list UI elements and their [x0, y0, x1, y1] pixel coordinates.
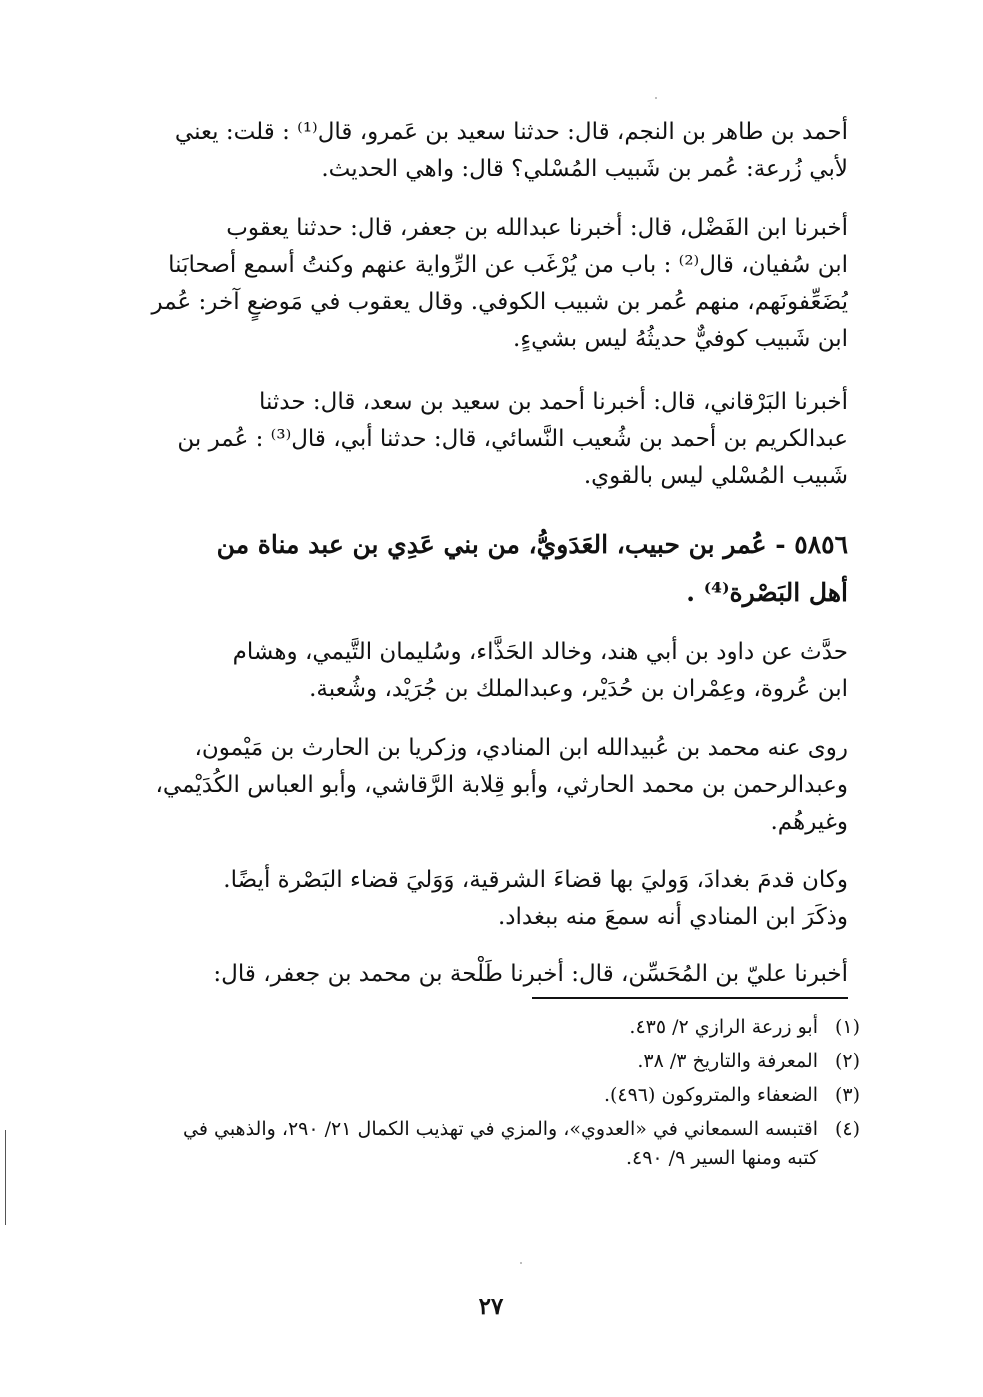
paragraph-4 [138, 634, 848, 708]
text-line: حدَّث عن داود بن أبي هند، وخالد الحَذَّاء، وسُليمان التَّيمي، وهشام [232, 639, 848, 665]
text-line: أحمد بن طاهر بن النجم، قال: حدثنا سعيد بن عَمرو، قال⁽¹⁾ : قلت: يعني [174, 119, 848, 145]
paragraph-2 [138, 210, 848, 358]
footnote-number: (٤) [834, 1118, 860, 1140]
footnote-line: أبو زرعة الرازي ٢/ ٤٣٥. [629, 1016, 818, 1038]
scan-speck [655, 97, 657, 99]
footnote-line: المعرفة والتاريخ ٣/ ٣٨. [637, 1050, 818, 1072]
footnote-text [138, 1013, 818, 1042]
footnote-text [138, 1081, 818, 1110]
footnote-item [138, 1081, 860, 1110]
text-line: أخبرنا ابن الفَضْل، قال: أخبرنا عبدالله بن جعفر، قال: حدثنا يعقوب [226, 215, 848, 241]
footnote-separator [532, 997, 848, 999]
footnote-text [138, 1047, 818, 1076]
entry-heading [138, 521, 848, 617]
footnote-item [138, 1115, 860, 1173]
text-line: شَبيب المُسْلي ليس بالقوي. [583, 463, 848, 489]
footnote-number: (١) [834, 1016, 860, 1038]
text-line: أخبرنا البَرْقاني، قال: أخبرنا أحمد بن سعيد بن سعد، قال: حدثنا [258, 389, 848, 415]
scan-margin-line [5, 1130, 6, 1225]
text-line: وذكَرَ ابن المنادي أنه سمعَ منه ببغداد. [497, 904, 848, 930]
footnotes [138, 1013, 860, 1178]
text-line: عبدالكريم بن أحمد بن شُعيب النَّسائي، قال: حدثنا أبي، قال⁽³⁾ : عُمر بن [177, 426, 848, 452]
text-line: ابن سُفيان، قال⁽²⁾ : باب من يُرْغَب عن الرِّواية عنهم وكنتُ أسمع أصحابَنا [168, 252, 848, 278]
text-line: روى عنه محمد بن عُبيدالله ابن المنادي، وزكريا بن الحارث بن مَيْمون، [194, 735, 848, 761]
text-line: وغيرهُم. [770, 809, 848, 835]
footnote-text [138, 1115, 818, 1173]
footnote-line: الضعفاء والمتروكون (٤٩٦). [603, 1084, 818, 1106]
text-line: وكان قدمَ بغدادَ، وَوليَ بها قضاءَ الشرقية، وَوَليَ قضاء البَصْرة أيضًا. [223, 867, 848, 893]
text-line: ابن شَبيب كوفيٌّ حديثُهُ ليس بشيءٍ. [512, 326, 848, 352]
text-line: ابن عُروة، وعِمْران بن حُدَيْر، وعبدالملك بن جُرَيْد، وشُعبة. [309, 676, 848, 702]
footnote-number: (٢) [834, 1050, 860, 1072]
footnote-line: كتبه ومنها السير ٩/ ٤٩٠. [625, 1147, 818, 1169]
footnote-item [138, 1013, 860, 1042]
paragraph-3 [138, 384, 848, 495]
footnote-number: (٣) [834, 1084, 860, 1106]
footnote-item [138, 1047, 860, 1076]
scan-speck [520, 1262, 522, 1264]
text-line: أخبرنا عليّ بن المُحَسِّن، قال: أخبرنا طَلْحة بن محمد بن جعفر، قال: [213, 961, 848, 987]
paragraph-7 [138, 956, 848, 993]
text-line: وعبدالرحمن بن محمد الحارثي، وأبو قِلابة الرَّقاشي، وأبو العباس الكُدَيْمي، [155, 772, 848, 798]
heading-line: ٥٨٥٦ - عُمر بن حبيب، العَدَويُّ، من بني عَدِي بن عبد مناة من [216, 530, 848, 559]
paragraph-6 [138, 862, 848, 936]
footnote-line: اقتبسه السمعاني في «العدوي»، والمزي في تهذيب الكمال ٢١/ ٢٩٠، والذهبي في [183, 1118, 818, 1140]
paragraph-5 [138, 730, 848, 841]
paragraph-1 [138, 114, 848, 188]
heading-line: أهل البَصْرة⁽⁴⁾ . [686, 578, 848, 607]
page-number: ٢٧ [478, 1293, 504, 1320]
text-line: لأبي زُرعة: عُمر بن شَبيب المُسْلي؟ قال: واهي الحديث. [321, 156, 848, 182]
text-line: يُضَعِّفونَهم، منهم عُمر بن شبيب الكوفي. وقال يعقوب في مَوضعٍ آخر: عُمر [151, 289, 848, 315]
